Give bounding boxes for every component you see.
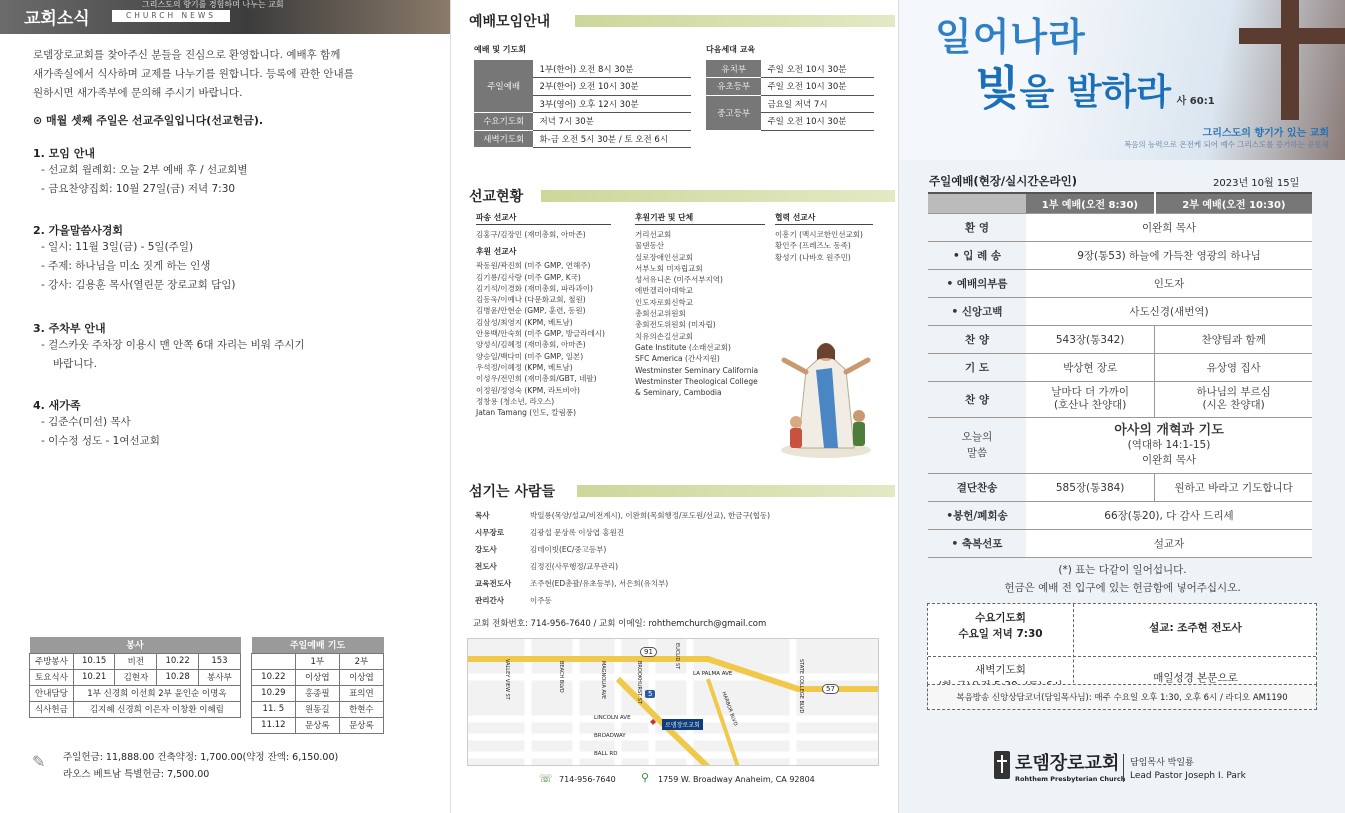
- map-label: STATE COLLEGE BLVD: [798, 659, 804, 714]
- section-line: - 걸스카웃 주차장 이용시 맨 안쪽 6대 자리는 비워 주시기: [41, 339, 305, 351]
- title-bar: [577, 485, 895, 497]
- offering-line: 주일헌금: 11,888.00 건축약정: 1,700.00(약정 잔액: 6,150.00): [63, 752, 339, 763]
- table-cell: 원동길: [295, 701, 339, 717]
- map-label: MAGNOLIA AVE: [600, 661, 606, 700]
- table-row: [474, 113, 691, 131]
- info-panel: [450, 0, 898, 813]
- table-row: [706, 60, 874, 78]
- news-section-1: [33, 145, 248, 199]
- table-cell: 이상엽: [339, 669, 383, 685]
- row-label: 새벽기도회: [474, 130, 533, 148]
- staff-role: 전도사: [475, 561, 497, 571]
- offering-note: 헌금은 예배 전 입구에 있는 헌금함에 넣어주십시오.: [1004, 582, 1241, 594]
- table-cell: 1부 신경희 이선희 2부 윤인순 이명옥: [73, 685, 240, 701]
- row-label: 유치부: [706, 60, 761, 78]
- order-of-worship-heading: 주일예배(현장/실시간온라인): [929, 174, 1078, 188]
- offering-icon: ✎: [32, 752, 46, 771]
- list-item: 이흥기 (멕시코한인선교회): [775, 230, 863, 239]
- table-row: [252, 685, 384, 701]
- church-address: 1759 W. Broadway Anaheim, CA 92804: [658, 775, 815, 784]
- sermon-preacher: 이완희 목사: [1141, 453, 1197, 466]
- map-label: LINCOLN AVE: [594, 715, 631, 721]
- row-label: • 입 례 송: [928, 241, 1026, 269]
- worship-table: [474, 60, 691, 148]
- row-value: 주일 오전 10시 30분: [761, 78, 874, 96]
- list-item: 김동욱/이예나 (다문화교회, 철원): [476, 295, 586, 305]
- list-item: 우석정/이혜정 (KPM, 베트남): [476, 362, 573, 372]
- cover-title-emphasis: 빛: [975, 61, 1020, 115]
- church-name-en: Rohthem Presbyterian Church: [1015, 775, 1126, 783]
- table-cell: 식사헌금: [30, 701, 74, 717]
- row-value: 이완희 목사: [1026, 213, 1312, 241]
- route-91-shield: 91: [640, 647, 657, 657]
- map-label: BEACH BLVD: [558, 661, 564, 693]
- table-cell: 10.22: [252, 669, 296, 685]
- row-value: 사도신경(새번역): [1026, 297, 1312, 325]
- table-row: [475, 524, 770, 541]
- table-cell: 비전: [115, 653, 157, 669]
- sermon-cell: [1026, 417, 1312, 473]
- service-table-title: 봉사: [30, 637, 241, 653]
- section-line: 바랍니다.: [53, 358, 97, 370]
- staff-role: 관리간사: [475, 595, 504, 605]
- staff-names: 박일룡(목양/설교/비전계시), 이완희(목회행정/포도원/선교), 한금구(협동): [530, 510, 771, 520]
- table-row: [475, 592, 770, 609]
- offering-summary: [63, 749, 338, 783]
- map-label: EUCLID ST: [674, 643, 680, 670]
- list-item: SFC America (간사지원): [635, 354, 720, 364]
- title-bar: [541, 190, 895, 202]
- cover-title-line2: [975, 52, 1215, 118]
- list-item: 총회선교위원회: [635, 309, 686, 319]
- list-item: 이정원/정영숙 (KPM, 라트비아): [476, 385, 580, 395]
- worship-notes: [899, 561, 1345, 597]
- header-spacer: [928, 193, 1026, 213]
- sermon-reference: (역대하 14:1-15): [1127, 438, 1211, 451]
- welcome-text: [33, 46, 354, 103]
- radio-box: [927, 684, 1317, 710]
- staff-names: 김데이빗(EC/중고등부): [530, 544, 607, 554]
- section-title: 4. 새가족: [33, 399, 81, 412]
- row-value: 화-금 오전 5시 30분 / 토 오전 6시: [533, 130, 691, 148]
- section-line: - 선교회 월례회: 오늘 2부 예배 후 / 선교회별: [41, 164, 248, 176]
- table-cell: 10.22: [157, 653, 199, 669]
- row-value: 주일 오전 10시 30분: [761, 113, 874, 131]
- table-row: [474, 60, 691, 78]
- section-title: 3. 주차부 안내: [33, 322, 106, 335]
- row-label: • 신앙고백: [928, 297, 1026, 325]
- row-value: 원하고 바라고 기도합니다: [1155, 473, 1312, 501]
- table-cell: 안내담당: [30, 685, 74, 701]
- section-line: - 주제: 하나님을 미소 짓게 하는 인생: [41, 260, 211, 272]
- welcome-line: 로뎀장로교회를 찾아주신 분들을 진심으로 환영합니다. 예배후 함께: [33, 49, 341, 61]
- table-cell: 11.12: [252, 717, 296, 733]
- mission-notice: ⊙ 매월 셋째 주일은 선교주일입니다(선교헌금).: [33, 114, 264, 127]
- list-item: 이성우/전민희 (재미총회/GBT, 네팔): [476, 374, 597, 384]
- table-row: [706, 78, 874, 96]
- staff-role: 교육전도사: [475, 578, 512, 588]
- table-cell: 주방봉사: [30, 653, 74, 669]
- table-row: [928, 473, 1312, 501]
- row-value: 543장(통342): [1026, 325, 1155, 353]
- row-label: 결단찬송: [928, 473, 1026, 501]
- section-line: - 금요찬양집회: 10월 27일(금) 저녁 7:30: [41, 183, 236, 195]
- prayer-table-title: 주일예배 기도: [252, 637, 384, 653]
- row-value: 날마다 더 가까이 (호산나 찬양대): [1026, 381, 1155, 417]
- wednesday-service: [928, 610, 1073, 642]
- table-cell: 김현자: [115, 669, 157, 685]
- table-row: [252, 717, 384, 733]
- row-label: 수요기도회: [474, 113, 533, 131]
- news-section-4: [33, 397, 160, 451]
- table-cell: 김지혜 신경희 이은자 이창환 이혜림: [73, 701, 240, 717]
- stand-note: (*) 표는 다같이 일어섭니다.: [1058, 564, 1187, 576]
- church-pin-icon: ◆: [650, 717, 657, 726]
- wednesday-title: 수요기도회: [975, 612, 1026, 624]
- table-row: [928, 269, 1312, 297]
- missionary-col-2: [635, 212, 765, 398]
- table-row: [475, 507, 770, 524]
- mission-title: 선교현황: [469, 189, 524, 205]
- map-label: LA PALMA AVE: [693, 671, 733, 677]
- column-header: 1부 예배(오전 8:30): [1026, 193, 1155, 213]
- table-row: [928, 353, 1312, 381]
- list-item: 황인주 (프레즈노 동족): [775, 241, 851, 251]
- row-label: 오늘의 말씀: [928, 417, 1026, 473]
- map-label: BALL RD: [594, 751, 618, 757]
- table-row: [928, 213, 1312, 241]
- list-item: 인도자로회신학교: [635, 297, 693, 307]
- list-item: 실로장애인선교회: [635, 252, 693, 262]
- table-row: [928, 297, 1312, 325]
- list-item: 안용백/안숙희 (미주 GMP, 방글라데시): [476, 329, 605, 339]
- table-row: [706, 95, 874, 113]
- table-cell: 153: [198, 653, 240, 669]
- staff-names: 김정진(사무행정/교무관리): [530, 561, 619, 571]
- section-line: - 김준수(미선) 목사: [41, 416, 131, 428]
- table-row: [252, 653, 384, 669]
- offering-line: 라오스 베트남 특별헌금: 7,500.00: [63, 769, 210, 780]
- section-title: 1. 모임 안내: [33, 147, 95, 160]
- row-value: 유상영 집사: [1155, 353, 1312, 381]
- table-row: [252, 669, 384, 685]
- service-table: [29, 637, 241, 718]
- row-value: 585장(통384): [1026, 473, 1155, 501]
- list-item: 물댄동산: [635, 241, 664, 251]
- table-row: [30, 669, 241, 685]
- row-label: 기 도: [928, 353, 1026, 381]
- col-heading: 파송 선교사: [476, 212, 611, 225]
- row-value: 하나님의 부르심 (시온 찬양대): [1155, 381, 1312, 417]
- table-row: [928, 529, 1312, 557]
- row-label: • 축복선포: [928, 529, 1026, 557]
- bulletin-date: 2023년 10월 15일: [1213, 178, 1300, 189]
- list-item: 김병윤/안현순 (GMP, 훈련, 동원): [476, 306, 586, 316]
- worship-label: 예배 및 기도회: [474, 45, 526, 54]
- row-label: • 예배의부름: [928, 269, 1026, 297]
- route-57-shield: 57: [822, 684, 839, 694]
- list-item: 성서유니온 (미주서부지역): [635, 275, 723, 285]
- row-value: 박상현 장로: [1026, 353, 1155, 381]
- table-cell: 1부: [295, 653, 339, 669]
- staff-names: 김광섭 문상록 이상엽 홍원진: [530, 527, 625, 537]
- row-value: 9장(통53) 하늘에 가득찬 영광의 하나님: [1026, 241, 1312, 269]
- staff-names: 조주현(ED총괄/유초등부), 서은희(유치부): [530, 578, 669, 588]
- list-item: 김삼성/최영지 (KPM, 베트남): [476, 317, 573, 327]
- row-label: 찬 양: [928, 381, 1026, 417]
- church-news-panel: [0, 0, 450, 813]
- welcome-line: 새가족실에서 식사하며 교제를 나누기를 원합니다. 등록에 관한 안내를: [33, 68, 354, 80]
- missionary-col-3: [775, 212, 873, 263]
- cover-title-line1: 일어나라: [935, 15, 1086, 59]
- list-item: Gate Institute (소래선교회): [635, 342, 731, 352]
- table-row: [474, 130, 691, 148]
- title-bar: [575, 15, 895, 27]
- row-label: 환 영: [928, 213, 1026, 241]
- staff-table: [475, 507, 770, 609]
- church-slogan: 그리스도의 향기가 있는 교회: [1202, 128, 1329, 139]
- table-row: [475, 541, 770, 558]
- table-row: [928, 381, 1312, 417]
- table-row: [475, 558, 770, 575]
- map-label: BROADWAY: [594, 733, 626, 739]
- list-item: Westminster Theological College: [635, 376, 758, 386]
- row-value: 금요일 저녁 7시: [761, 95, 874, 113]
- phone-number: 714-956-7640: [559, 775, 616, 784]
- news-header: [0, 0, 450, 34]
- table-cell: [252, 653, 296, 669]
- next-gen-label: 다음세대 교육: [706, 45, 756, 54]
- list-item: 에반겔리아대학교: [635, 286, 693, 296]
- table-cell: 한현수: [339, 701, 383, 717]
- list-item: Westminster Seminary California: [635, 365, 759, 375]
- list-item: & Seminary, Cambodia: [635, 388, 722, 398]
- table-cell: 10.29: [252, 685, 296, 701]
- staff-names: 이주동: [530, 595, 552, 605]
- row-value: 3부(영어) 오후 12시 30분: [533, 95, 691, 113]
- table-row: [928, 325, 1312, 353]
- cover-title-rest: 을 발하라: [1019, 72, 1172, 113]
- row-value: 찬양팀과 함께: [1155, 325, 1312, 353]
- church-slogan-sub: 복음의 능력으로 온전케 되어 예수 그리스도를 증거하는 공동체: [1123, 140, 1329, 149]
- jesus-children-illustration: [776, 330, 876, 460]
- col-heading: 후원 선교사: [476, 247, 517, 257]
- row-label: 중고등부: [706, 95, 761, 130]
- table-cell: 이상엽: [295, 669, 339, 685]
- col-heading: 후원기관 및 단체: [635, 212, 765, 225]
- contact-line: 교회 전화번호: 714-956-7640 / 교회 이메일: rohthemchurch@gmail.com: [473, 619, 767, 629]
- table-row: [928, 417, 1312, 473]
- list-item: 양승일/백다미 (미주 GMP, 일본): [476, 351, 584, 361]
- table-cell: 11. 5: [252, 701, 296, 717]
- table-cell: 10.15: [73, 653, 115, 669]
- list-item: 곽동원/곽진희 (미주 GMP, 연해주): [476, 261, 591, 271]
- table-cell: 10.28: [157, 669, 199, 685]
- news-badge: CHURCH NEWS: [112, 10, 230, 22]
- radio-info: 복음방송 신앙상담코너(담임목사님): 매주 수요일 오후 1:30, 오후 6시 / 라디오 AM1190: [956, 693, 1288, 703]
- table-row: [928, 193, 1312, 213]
- worship-title: 예배모임안내: [469, 14, 551, 30]
- list-item: 황성기 (나바호 원주민): [775, 252, 851, 262]
- section-line: - 이수정 성도 - 1여선교회: [41, 435, 160, 447]
- row-value: 1부(한어) 오전 8시 30분: [533, 60, 691, 78]
- row-value: 저녁 7시 30분: [533, 113, 691, 131]
- church-name-ko: 로뎀장로교회: [1015, 753, 1120, 774]
- row-value: 66장(통20), 다 감사 드리세: [1026, 501, 1312, 529]
- table-row: [928, 501, 1312, 529]
- order-of-worship-table: [928, 192, 1312, 558]
- section-title: 2. 가을말씀사경회: [33, 224, 124, 237]
- dawn-text: 매일성경 본문으로: [1153, 672, 1238, 684]
- bulletin-cover-panel: [898, 0, 1345, 813]
- list-item: 김홍구/김장민 (재미총회, 아마존): [476, 230, 586, 239]
- row-value: 설교자: [1026, 529, 1312, 557]
- sermon-title: 아사의 개혁과 기도: [1114, 422, 1224, 438]
- staff-title: 섬기는 사람들: [469, 484, 556, 500]
- row-value: 주일 오전 10시 30분: [761, 60, 874, 78]
- map-label: VALLEY VIEW ST: [504, 659, 510, 700]
- location-map: [467, 638, 879, 766]
- pastor-name-ko: 담임목사 박일룡: [1130, 758, 1194, 768]
- table-row: [30, 653, 241, 669]
- cover-verse: 사 60:1: [1176, 96, 1215, 107]
- row-label: •봉헌/폐회송: [928, 501, 1026, 529]
- next-gen-table: [706, 60, 874, 131]
- table-cell: 봉사부: [198, 669, 240, 685]
- wednesday-preacher: 설교: 조주현 전도사: [1149, 622, 1242, 634]
- section-line: - 강사: 김용훈 목사(열린문 장로교회 담임): [41, 279, 236, 291]
- table-cell: 문상록: [295, 717, 339, 733]
- table-cell: 토요식사: [30, 669, 74, 685]
- pastor-name-en: Lead Pastor Joseph I. Park: [1130, 771, 1246, 781]
- list-item: 양성식/김혜정 (재미총회, 아마존): [476, 340, 586, 350]
- list-item: 거리선교회: [635, 230, 672, 239]
- row-label: 찬 양: [928, 325, 1026, 353]
- welcome-line: 원하시면 새가족부에 문의해 주시기 바랍니다.: [33, 87, 243, 99]
- map-label: BROOKHURST ST: [636, 661, 642, 704]
- wednesday-time: 수요일 저녁 7:30: [958, 628, 1043, 640]
- phone-icon: ☏: [539, 772, 553, 785]
- news-title: 교회소식: [24, 9, 90, 29]
- news-section-2: [33, 222, 236, 295]
- table-cell: 표의연: [339, 685, 383, 701]
- list-item: 김기룡/김사랑 (미주 GMP, K국): [476, 272, 581, 282]
- col-heading: 협력 선교사: [775, 212, 873, 225]
- table-cell: 10.21: [73, 669, 115, 685]
- list-item: 총회전도위원회 (미자립): [635, 320, 716, 330]
- prayer-table: [251, 637, 384, 734]
- row-value: 2부(한어) 오전 10시 30분: [533, 78, 691, 96]
- list-item: 치유의손길선교회: [635, 331, 693, 341]
- table-row: [30, 701, 241, 717]
- list-item: 정창용 (청소년, 라오스): [476, 396, 555, 406]
- pastor-info: [1130, 757, 1246, 783]
- staff-role: 목사: [475, 510, 490, 520]
- cross-icon: [1229, 0, 1345, 120]
- church-map-label: 로뎀장로교회: [662, 719, 703, 730]
- news-section-3: [33, 320, 305, 374]
- list-item: Jatan Tamang (인도, 칼림퐁): [476, 408, 577, 418]
- missionary-col-1: [476, 212, 611, 418]
- table-row: [252, 701, 384, 717]
- row-label: 주일예배: [474, 60, 533, 113]
- table-cell: 홍종필: [295, 685, 339, 701]
- table-row: [30, 685, 241, 701]
- news-subtitle: 그리스도의 향기를 경험하며 나누는 교회: [142, 0, 284, 9]
- map-label: HARBOR BLVD: [720, 691, 739, 727]
- row-label: 유초등부: [706, 78, 761, 96]
- staff-role: 강도사: [475, 544, 497, 554]
- logo-divider: [1123, 754, 1124, 782]
- list-item: 김기석/이경화 (재미총회, 파라과이): [476, 283, 593, 293]
- list-item: 서부노회 미자립교회: [635, 263, 703, 273]
- church-logo-icon: [992, 749, 1012, 781]
- staff-role: 시무장로: [475, 527, 504, 537]
- location-pin-icon: ⚲: [641, 771, 650, 784]
- dawn-title: 새벽기도회: [975, 664, 1026, 676]
- section-line: - 일시: 11월 3일(금) - 5일(주일): [41, 241, 194, 253]
- table-cell: 2부: [339, 653, 383, 669]
- table-row: [928, 241, 1312, 269]
- column-header: 2부 예배(오전 10:30): [1155, 193, 1312, 213]
- table-cell: 문상록: [339, 717, 383, 733]
- row-value: 인도자: [1026, 269, 1312, 297]
- route-5-shield: 5: [645, 690, 655, 698]
- table-row: [475, 575, 770, 592]
